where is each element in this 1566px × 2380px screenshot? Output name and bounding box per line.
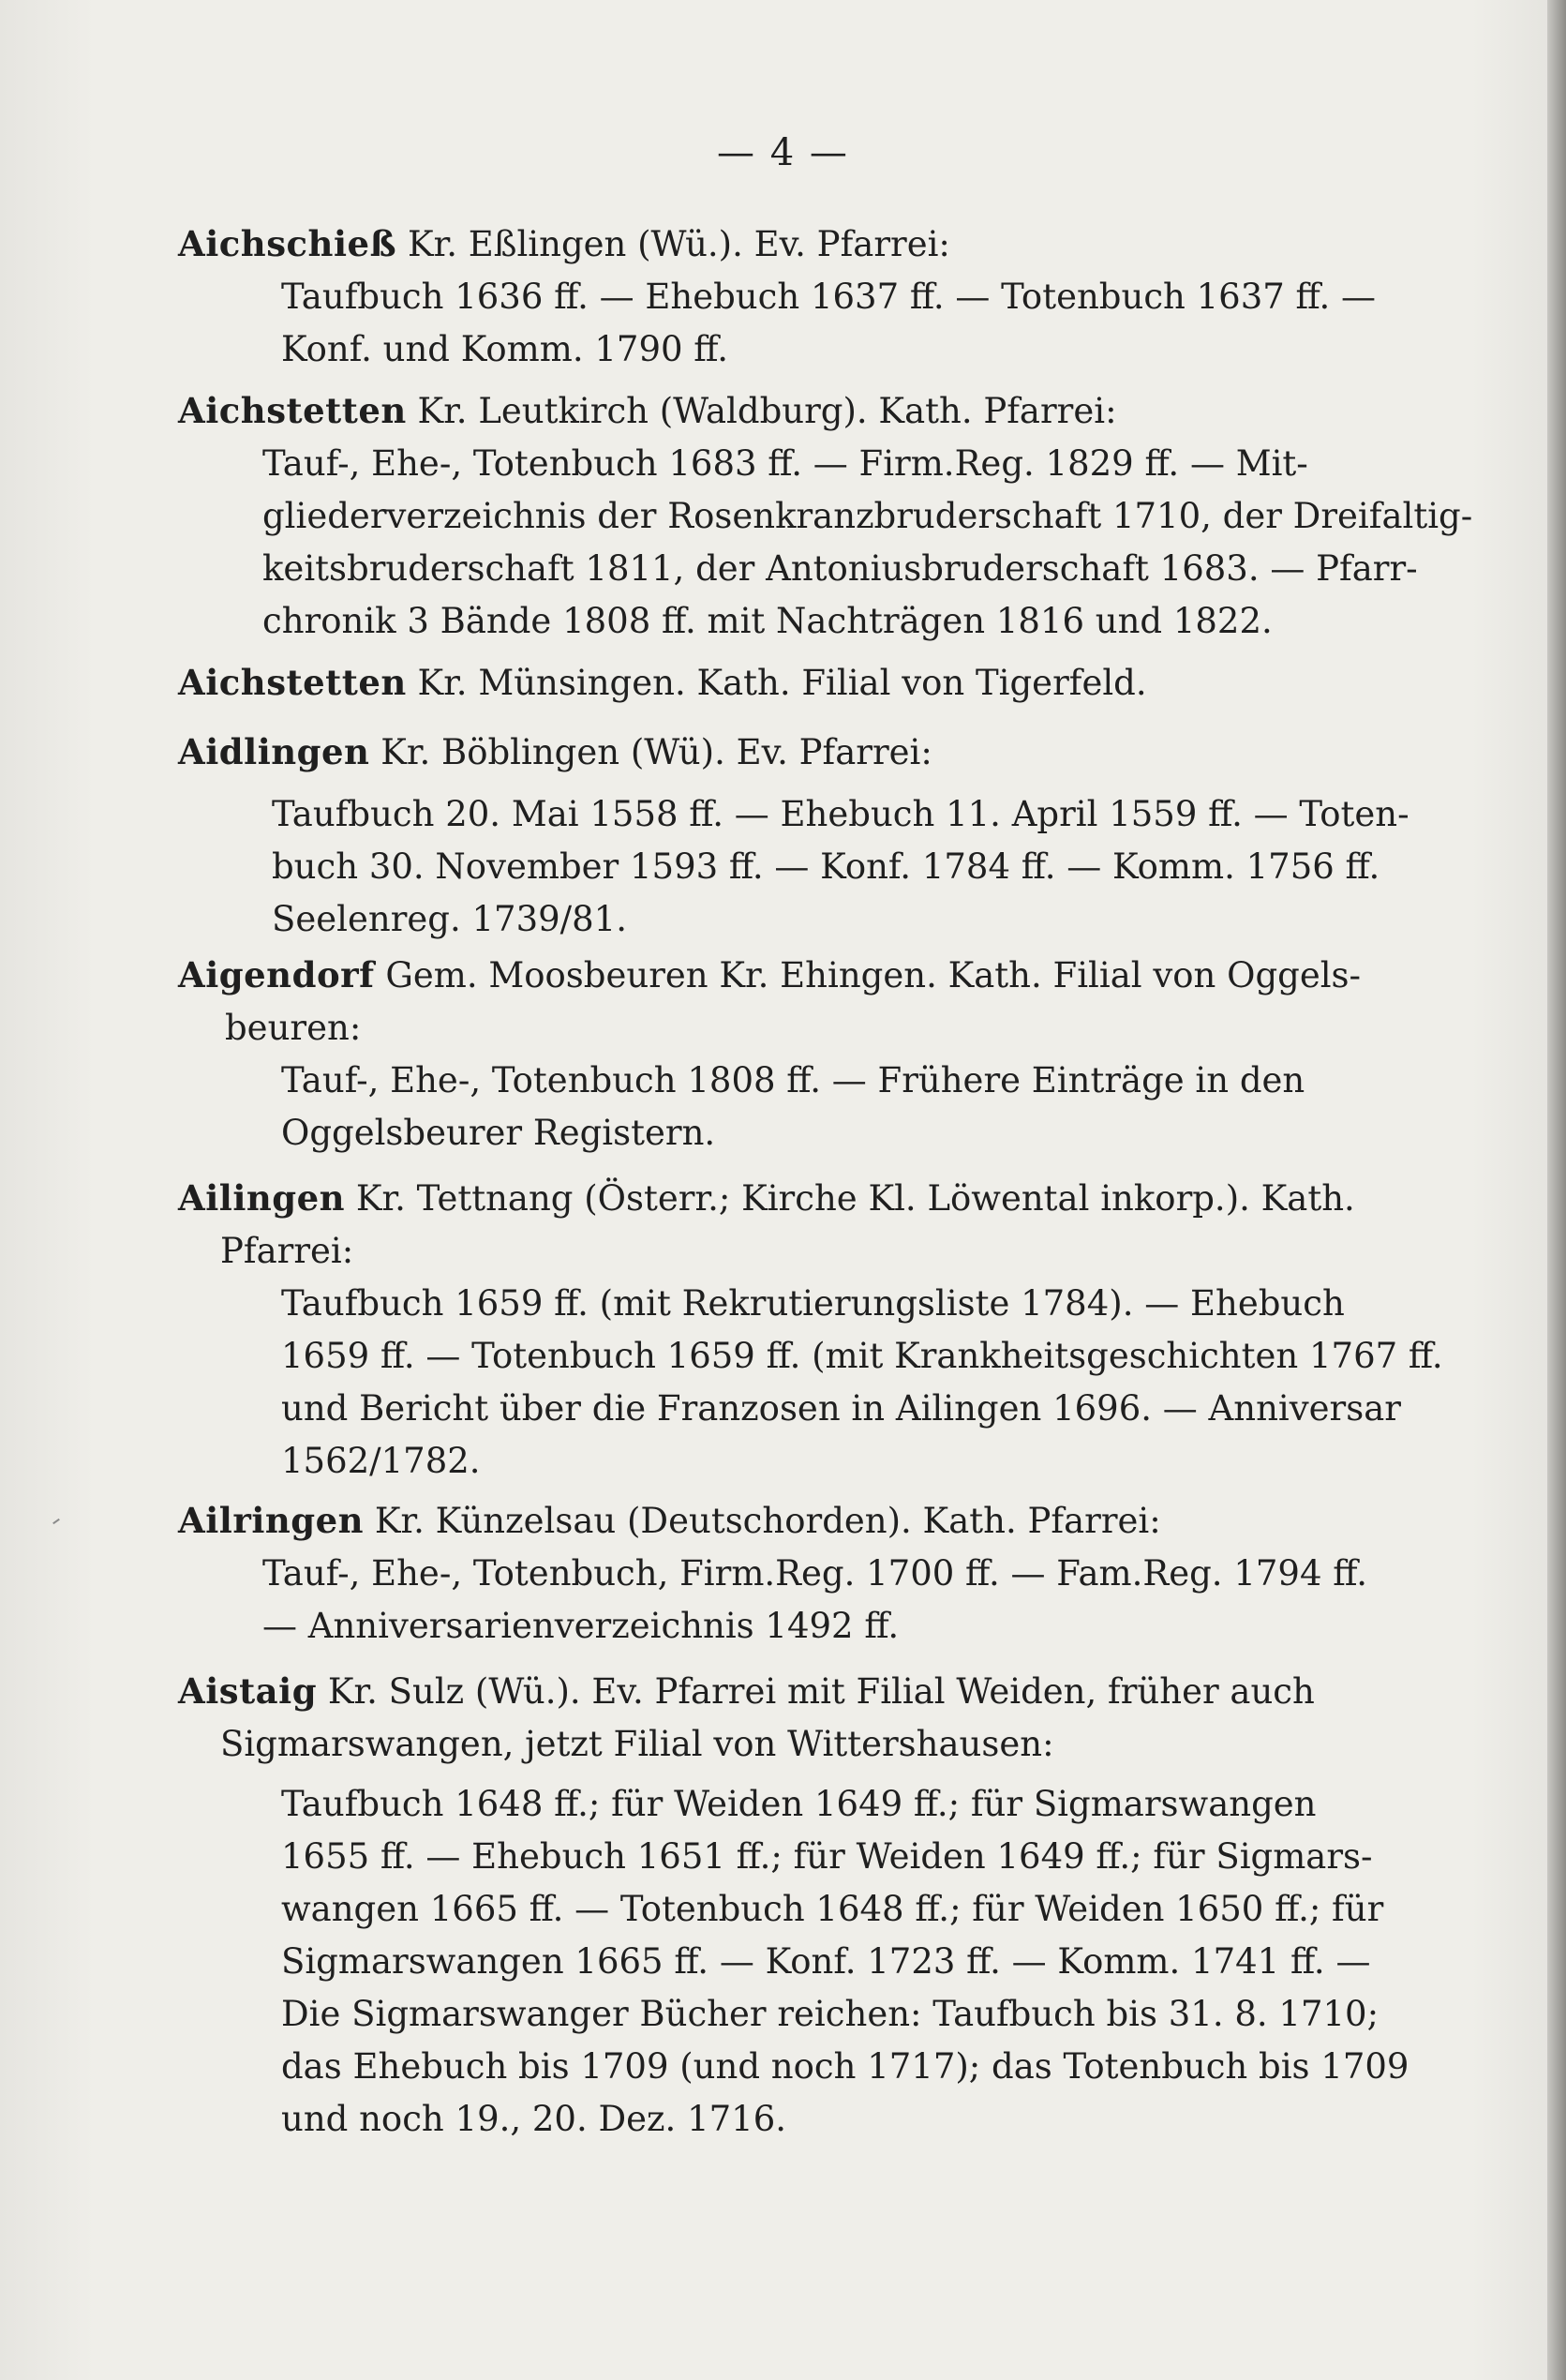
body-line: Taufbuch 1659 ff. (mit Rekrutierungsliste 1784). — Ehebuch [281,1283,1345,1324]
entry-head [178,949,1396,1002]
body-line: Taufbuch 1648 ff.; für Weiden 1649 ff.; für Sigmarswangen [281,1784,1317,1824]
entry-head-text: Kr. Eßlingen (Wü.). Ev. Pfarrei: [407,224,950,264]
entry-aichschiess [178,217,1396,376]
entry-head-text: Kr. Böblingen (Wü). Ev. Pfarrei: [380,732,932,772]
entry-head-continuation [178,1002,1396,1055]
entry-term: Aichschieß [178,223,397,264]
entry-body [178,1548,1396,1653]
entry-term: Aidlingen [178,731,370,772]
entry-term: Aichstetten [178,390,407,431]
body-line: Tauf-, Ehe-, Totenbuch, Firm.Reg. 1700 ff. — Fam.Reg. 1794 ff. [262,1553,1367,1594]
body-line: Die Sigmarswanger Bücher reichen: Taufbuch bis 31. 8. 1710; [281,1994,1380,2034]
entry-aistaig [178,1665,1409,2146]
entry-head-continuation [178,1718,1396,1771]
entry-head-text: Kr. Künzelsau (Deutschorden). Kath. Pfarrei: [374,1501,1161,1541]
body-line: Tauf-, Ehe-, Totenbuch 1808 ff. — Frühere Einträge in den [281,1060,1305,1100]
body-line: Taufbuch 1636 ff. — Ehebuch 1637 ff. — Totenbuch 1637 ff. — [281,277,1377,317]
entry-head [178,726,1396,779]
head-continuation-line: beuren: [225,1008,362,1048]
body-line: 1562/1782. [281,1441,481,1481]
body-line: 1659 ff. — Totenbuch 1659 ff. (mit Krankheitsgeschichten 1767 ff. [281,1336,1443,1376]
entry-term: Aistaig [178,1670,318,1712]
body-line: chronik 3 Bände 1808 ff. mit Nachträgen 1816 und 1822. [262,601,1273,641]
entry-ailringen [178,1494,1396,1653]
body-line: Tauf-, Ehe-, Totenbuch 1683 ff. — Firm.Reg. 1829 ff. — Mit- [262,443,1308,484]
entry-head [178,384,1396,438]
body-line: Konf. und Komm. 1790 ff. [281,329,729,369]
body-line: das Ehebuch bis 1709 (und noch 1717); das Totenbuch bis 1709 [281,2046,1409,2087]
entry-head [178,1172,1396,1225]
entry-term: Aigendorf [178,954,375,995]
entry-head-text: Kr. Leutkirch (Waldburg). Kath. Pfarrei: [417,391,1117,431]
entry-ailingen [178,1172,1443,1488]
page-edge-shadow [1547,0,1566,2380]
body-line: und Bericht über die Franzosen in Ailingen 1696. — Anniversar [281,1388,1401,1429]
entry-head [178,217,1396,271]
head-continuation-line: Sigmarswangen, jetzt Filial von Wittershausen: [220,1724,1054,1764]
body-line: Seelenreg. 1739/81. [272,899,627,939]
entry-term: Aichstetten [178,662,407,703]
entry-head-continuation [178,1225,1396,1278]
entry-body [178,788,1409,946]
page-number: — 4 — [717,131,849,174]
entry-aidlingen [178,726,1409,946]
entry-head-text: Gem. Moosbeuren Kr. Ehingen. Kath. Filial von Oggels- [385,955,1362,995]
entry-head [178,656,1396,710]
entry-term: Ailringen [178,1500,365,1541]
entry-head [178,1494,1396,1548]
entry-body [178,1278,1443,1488]
body-line: keitsbruderschaft 1811, der Antoniusbruderschaft 1683. — Pfarr- [262,548,1418,589]
entry-body [178,1055,1396,1160]
entry-body [178,271,1396,376]
body-line: Sigmarswangen 1665 ff. — Konf. 1723 ff. — Komm. 1741 ff. — [281,1941,1371,1982]
body-line: Taufbuch 20. Mai 1558 ff. — Ehebuch 11. April 1559 ff. — Toten- [272,794,1409,834]
body-line: und noch 19., 20. Dez. 1716. [281,2099,786,2139]
entry-head-text: Kr. Tettnang (Österr.; Kirche Kl. Löwental inkorp.). Kath. [355,1178,1355,1219]
entry-body [178,438,1473,648]
entry-term: Ailingen [178,1177,346,1219]
entry-head-text: Kr. Münsingen. Kath. Filial von Tigerfeld. [417,663,1147,703]
entry-body [178,1778,1409,2146]
entry-aigendorf [178,949,1396,1160]
body-line: gliederverzeichnis der Rosenkranzbruderschaft 1710, der Dreifaltig- [262,496,1473,536]
body-line: 1655 ff. — Ehebuch 1651 ff.; für Weiden 1649 ff.; für Sigmars- [281,1836,1373,1877]
entry-aichstetten-leutkirch [178,384,1473,648]
body-line: Oggelsbeurer Registern. [281,1113,716,1153]
entry-head-text: Kr. Sulz (Wü.). Ev. Pfarrei mit Filial Weiden, früher auch [327,1671,1315,1712]
head-continuation-line: Pfarrei: [220,1231,354,1271]
body-line: buch 30. November 1593 ff. — Konf. 1784 ff. — Komm. 1756 ff. [272,846,1380,887]
pencil-mark [52,1519,60,1524]
entry-aichstetten-muensingen [178,656,1396,710]
entry-head [178,1665,1396,1718]
body-line: wangen 1665 ff. — Totenbuch 1648 ff.; für Weiden 1650 ff.; für [281,1889,1384,1929]
body-line: — Anniversarienverzeichnis 1492 ff. [262,1606,900,1646]
